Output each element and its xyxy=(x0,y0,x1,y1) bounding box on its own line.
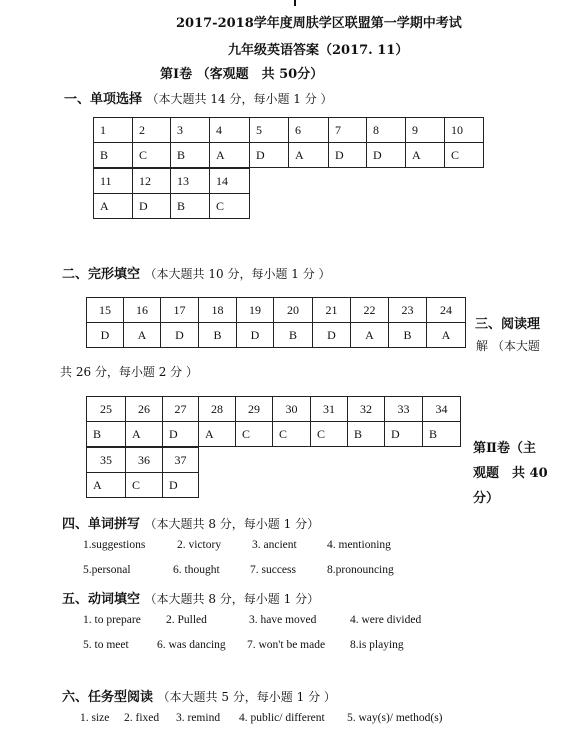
answer-cell: B xyxy=(348,422,385,447)
answer-item: 1. size xyxy=(80,712,110,724)
question-number: 16 xyxy=(124,298,161,323)
section3-heading-part2: 解 （本大题 xyxy=(476,339,540,353)
answer-cell: A xyxy=(87,473,126,498)
question-number: 34 xyxy=(423,397,461,422)
answer-cell: B xyxy=(423,422,461,447)
question-number: 23 xyxy=(389,298,427,323)
answer-item: 8.is playing xyxy=(350,639,404,651)
section2-title: 二、完形填空 xyxy=(62,267,141,282)
question-number: 12 xyxy=(133,169,171,194)
question-number: 1 xyxy=(94,118,133,143)
section4-title: 四、单词拼写 xyxy=(62,517,141,532)
section2-answer-table xyxy=(86,297,466,348)
section3-answer-table xyxy=(86,396,461,447)
answer-cell: D xyxy=(163,422,199,447)
answer-cell: C xyxy=(236,422,273,447)
question-number: 26 xyxy=(126,397,163,422)
answer-cell: A xyxy=(406,143,445,168)
answer-item: 2. victory xyxy=(177,539,222,551)
question-number: 4 xyxy=(210,118,250,143)
answer-cell: A xyxy=(124,323,161,348)
section5-heading xyxy=(62,588,319,607)
table-row xyxy=(87,397,461,422)
question-number: 31 xyxy=(311,397,348,422)
answer-cell: D xyxy=(329,143,367,168)
question-number: 30 xyxy=(273,397,311,422)
question-number: 18 xyxy=(199,298,237,323)
section1-title: 一、单项选择 xyxy=(64,92,143,107)
question-number: 15 xyxy=(87,298,124,323)
question-number: 14 xyxy=(210,169,250,194)
question-number: 13 xyxy=(171,169,210,194)
answer-cell: B xyxy=(94,143,133,168)
page-mark xyxy=(294,0,296,6)
answer-cell: A xyxy=(351,323,389,348)
answer-item: 4. were divided xyxy=(350,614,422,626)
answer-cell: B xyxy=(199,323,237,348)
answer-item: 1.suggestions xyxy=(83,539,146,551)
answer-cell: D xyxy=(133,194,171,219)
answer-cell: D xyxy=(313,323,351,348)
answer-cell: B xyxy=(389,323,427,348)
answer-cell: D xyxy=(250,143,289,168)
question-number: 20 xyxy=(274,298,313,323)
question-number: 29 xyxy=(236,397,273,422)
question-number: 11 xyxy=(94,169,133,194)
answer-item: 4. public/ different xyxy=(239,712,325,724)
section3-answer-table-continued xyxy=(86,447,199,498)
answer-cell: D xyxy=(367,143,406,168)
question-number: 3 xyxy=(171,118,210,143)
volume-two-heading-line3: 分） xyxy=(473,491,500,506)
answer-cell: C xyxy=(210,194,250,219)
question-number: 7 xyxy=(329,118,367,143)
question-number: 8 xyxy=(367,118,406,143)
table-row xyxy=(87,448,199,473)
answer-item: 6. thought xyxy=(173,564,220,576)
answer-cell: A xyxy=(427,323,466,348)
question-number: 10 xyxy=(445,118,484,143)
answer-cell: C xyxy=(273,422,311,447)
answer-item: 1. to prepare xyxy=(83,614,141,626)
answer-cell: C xyxy=(445,143,484,168)
question-number: 21 xyxy=(313,298,351,323)
answer-item: 5.personal xyxy=(83,564,131,576)
document-title: 2017-2018学年度周肤学区联盟第一学期中考试 xyxy=(176,16,462,31)
table-row xyxy=(94,118,484,143)
section1-answer-table xyxy=(93,117,484,168)
answer-cell: B xyxy=(171,194,210,219)
question-number: 24 xyxy=(427,298,466,323)
answer-cell: C xyxy=(311,422,348,447)
question-number: 17 xyxy=(161,298,199,323)
answer-item: 6. was dancing xyxy=(157,639,226,651)
section1-answer-table-continued xyxy=(93,168,250,219)
volume-two-heading-line1: 第Ⅱ卷（主 xyxy=(473,441,536,456)
answer-cell: A xyxy=(210,143,250,168)
question-number: 36 xyxy=(126,448,163,473)
section2-note: （本大题共 10 分，每小题 1 分 ） xyxy=(144,267,331,281)
section6-title: 六、任务型阅读 xyxy=(62,690,154,705)
section1-note: （本大题共 14 分，每小题 1 分 ） xyxy=(146,92,333,106)
answer-item: 3. have moved xyxy=(249,614,317,626)
section4-note: （本大题共 8 分，每小题 1 分） xyxy=(144,517,320,531)
answer-item: 7. won't be made xyxy=(247,639,326,651)
answer-item: 3. remind xyxy=(176,712,221,724)
answer-item: 2. fixed xyxy=(124,712,160,724)
volume-two-heading-line2: 观题 共 40 xyxy=(473,466,548,481)
answer-cell: B xyxy=(87,422,126,447)
section4-heading xyxy=(62,513,319,532)
answer-cell: D xyxy=(385,422,423,447)
section3-heading-part3: 共 26 分，每小题 2 分 ） xyxy=(60,365,198,379)
question-number: 5 xyxy=(250,118,289,143)
table-row xyxy=(94,169,250,194)
volume-one-heading: 第Ⅰ卷 （客观题 共 50分） xyxy=(160,67,324,82)
table-row xyxy=(94,143,484,168)
answer-item: 2. Pulled xyxy=(166,614,207,626)
answer-cell: C xyxy=(126,473,163,498)
document-subtitle: 九年级英语答案（2017. 11） xyxy=(228,43,409,58)
table-row xyxy=(87,422,461,447)
question-number: 6 xyxy=(289,118,329,143)
table-row xyxy=(87,473,199,498)
answer-item: 8.pronouncing xyxy=(327,564,394,576)
section5-note: （本大题共 8 分，每小题 1 分） xyxy=(144,592,320,606)
answer-cell: C xyxy=(133,143,171,168)
question-number: 25 xyxy=(87,397,126,422)
answer-item: 5. to meet xyxy=(83,639,129,651)
question-number: 9 xyxy=(406,118,445,143)
question-number: 37 xyxy=(163,448,199,473)
table-row xyxy=(87,298,466,323)
question-number: 27 xyxy=(163,397,199,422)
answer-cell: A xyxy=(289,143,329,168)
question-number: 32 xyxy=(348,397,385,422)
section6-heading xyxy=(62,686,336,705)
section5-title: 五、动词填空 xyxy=(62,592,141,607)
section2-heading xyxy=(62,263,331,282)
answer-cell: D xyxy=(87,323,124,348)
answer-cell: A xyxy=(199,422,236,447)
table-row xyxy=(94,194,250,219)
question-number: 33 xyxy=(385,397,423,422)
answer-cell: A xyxy=(126,422,163,447)
section6-note: （本大题共 5 分，每小题 1 分 ） xyxy=(157,690,336,704)
answer-item: 3. ancient xyxy=(252,539,297,551)
question-number: 2 xyxy=(133,118,171,143)
answer-cell: B xyxy=(171,143,210,168)
answer-item: 5. way(s)/ method(s) xyxy=(347,712,443,724)
question-number: 28 xyxy=(199,397,236,422)
answer-cell: D xyxy=(161,323,199,348)
answer-item: 7. success xyxy=(250,564,296,576)
answer-cell: D xyxy=(163,473,199,498)
answer-cell: B xyxy=(274,323,313,348)
answer-cell: A xyxy=(94,194,133,219)
section1-heading xyxy=(64,88,333,107)
section3-heading-part1: 三、阅读理 xyxy=(475,317,541,332)
table-row xyxy=(87,323,466,348)
question-number: 35 xyxy=(87,448,126,473)
answer-cell: D xyxy=(237,323,274,348)
answer-item: 4. mentioning xyxy=(327,539,391,551)
question-number: 19 xyxy=(237,298,274,323)
question-number: 22 xyxy=(351,298,389,323)
